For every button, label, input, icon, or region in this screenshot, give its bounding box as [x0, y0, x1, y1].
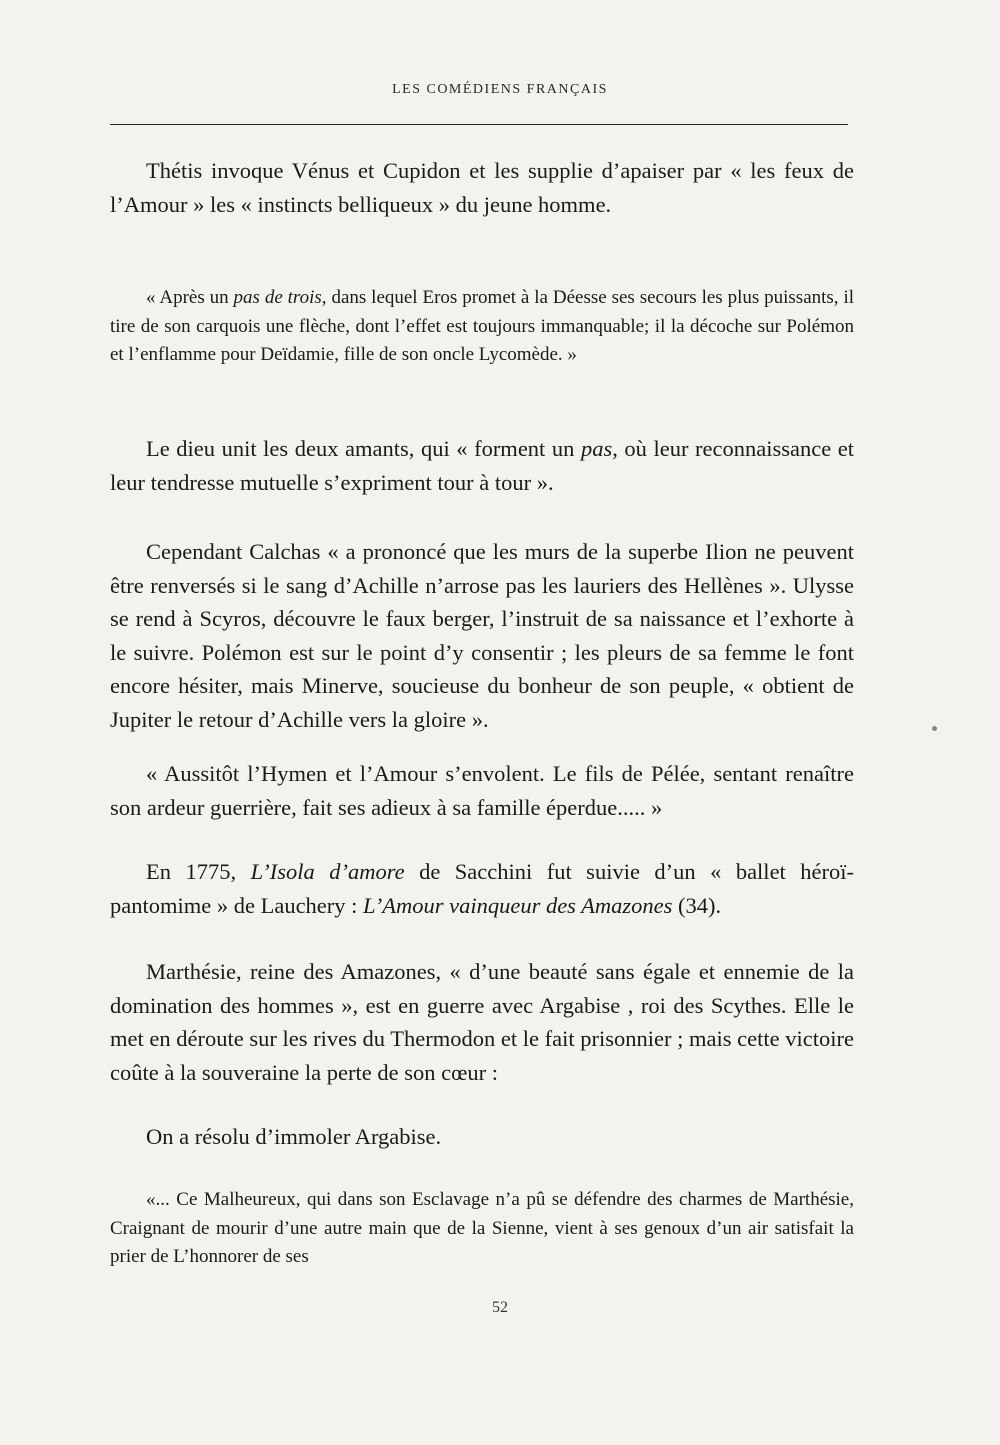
- paragraph-text-b: , où leur reconnaissance et leur tendresse mutuelle s’expriment tour à tour ».: [110, 436, 854, 495]
- paragraph-5: [110, 855, 854, 922]
- paragraph-text: Cependant Calchas « a prononcé que les murs de la superbe Ilion ne peuvent être renversés si le sang d’Achille n’arrose pas les lauriers des Hellènes ». Ulysse se rend à Scyros, découvre le faux berger, l’instruit de sa naissance et l’exhorte à le suivre. Polémon est sur le point d’y consentir ; les pleurs de sa femme le font encore hésiter, mais Minerve, soucieuse du bonheur de son peuple, « obtient de Jupiter le retour d’Achille vers la gloire ».: [110, 539, 854, 732]
- paragraph-text-c: (34).: [672, 892, 722, 918]
- paragraph-text: On a résolu d’immoler Argabise.: [146, 1124, 442, 1149]
- page-number: 52: [492, 1299, 508, 1316]
- paragraph-text: [110, 855, 854, 922]
- paragraph-6: [110, 955, 854, 1089]
- quote-text: [110, 284, 854, 370]
- quote-text: «... Ce Malheureux, qui dans son Esclavage n’a pû se défendre des charmes de Marthésie, Craignant de mourir d’une autre main que de la Sienne, vient à ses genoux d’un air satisfait la prier de L’honnorer de ses: [110, 1189, 854, 1268]
- work-title: L’Isola d’amore: [250, 859, 405, 884]
- header-rule: [110, 124, 848, 125]
- running-head: LES COMÉDIENS FRANÇAIS: [392, 82, 608, 97]
- quote-emphasis: pas de trois: [233, 287, 322, 308]
- quote-1: [110, 284, 854, 370]
- paragraph-text: Marthésie, reine des Amazones, « d’une beauté sans égale et ennemie de la domination des hommes », est en guerre avec Argabise , roi des Scythes. Elle le met en déroute sur les rives du Thermodon et le fait prisonnier ; mais cette victoire coûte à la souveraine la perte de son cœur :: [110, 959, 854, 1085]
- paragraph-text: [110, 432, 854, 499]
- paragraph-1: [110, 154, 854, 221]
- paragraph-4: [110, 757, 854, 824]
- paragraph-emphasis: pas: [580, 436, 613, 461]
- paragraph-text: « Aussitôt l’Hymen et l’Amour s’envolent. Le fils de Pélée, sentant renaître son ardeur guerrière, fait ses adieux à sa famille éperdue..... »: [110, 761, 854, 820]
- quote-text-a: « Après un: [146, 287, 234, 308]
- paragraph-text-b: de Sacchini fut suivie d’un « ballet héroï-pantomime » de Lauchery :: [110, 859, 854, 918]
- paragraph-text-a: En 1775,: [146, 859, 251, 884]
- paragraph-3: [110, 535, 854, 736]
- paragraph-7: [110, 1120, 854, 1154]
- paper-speck: [932, 726, 937, 731]
- paragraph-text-a: Le dieu unit les deux amants, qui « forment un: [146, 436, 581, 461]
- quote-text-b: , dans lequel Eros promet à la Déesse ses secours les plus puissants, il tire de son carquois une flèche, dont l’effet est toujours immanquable; il la décoche sur Polémon et l’enflamme pour Deïdamie, fille de son oncle Lycomède. »: [110, 287, 855, 366]
- quote-2: [110, 1186, 854, 1272]
- paragraph-2: [110, 432, 854, 499]
- paragraph-text: Thétis invoque Vénus et Cupidon et les supplie d’apaiser par « les feux de l’Amour » les « instincts belliqueux » du jeune homme.: [110, 158, 854, 217]
- work-title: L’Amour vainqueur des Amazones: [363, 892, 673, 918]
